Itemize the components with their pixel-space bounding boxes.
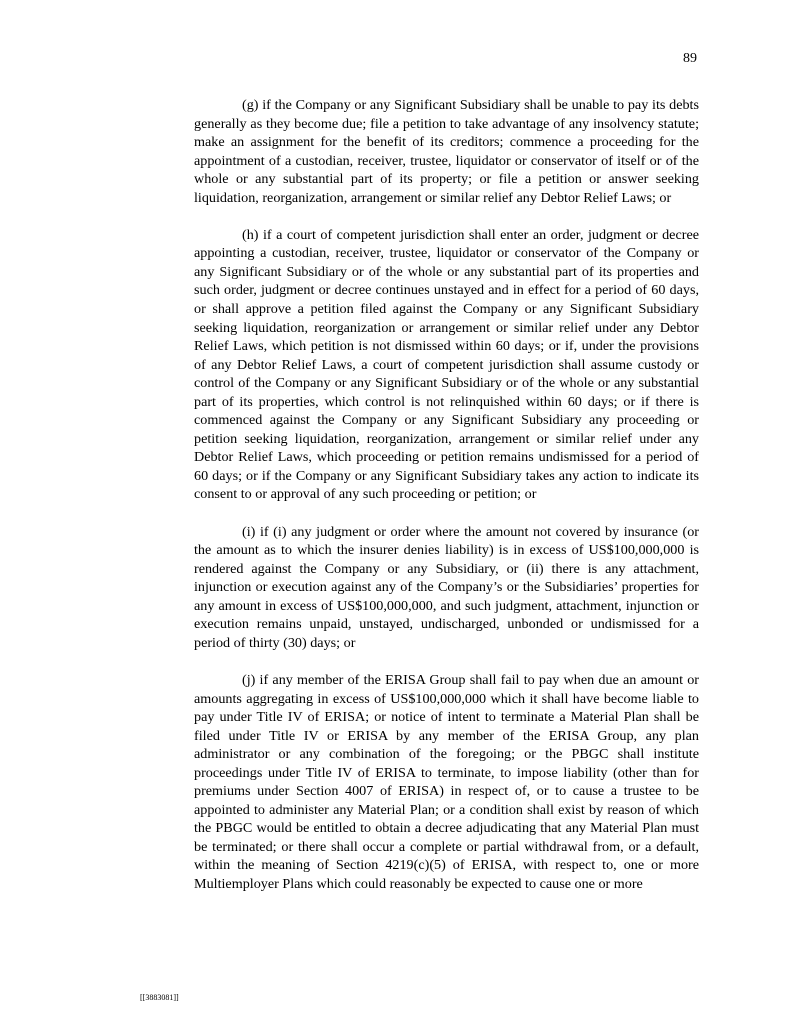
- clause-j: (j) if any member of the ERISA Group shall fail to pay when due an amount or amounts aggregating in excess of US$100,000,000 which it shall have become liable to pay under Title IV of ERISA; or notice of intent to terminate a Material Plan shall be filed under Title IV or ERISA by any member of the ERISA Group, any plan administrator or any combination of the foregoing; or the PBGC shall institute proceedings under Title IV of ERISA to terminate, to impose liability (other than for premiums under Section 4007 of ERISA) in respect of, or to cause a trustee to be appointed to administer any Material Plan; or a condition shall exist by reason of which the PBGC would be entitled to obtain a decree adjudicating that any Material Plan must be terminated; or there shall occur a complete or partial withdrawal from, or a default, within the meaning of Section 4219(c)(5) of ERISA, with respect to, one or more Multiemployer Plans which could reasonably be expected to cause one or more: [194, 671, 699, 892]
- document-body: [194, 96, 699, 912]
- clause-h: (h) if a court of competent jurisdiction shall enter an order, judgment or decree appointing a custodian, receiver, trustee, liquidator or conservator of the Company or any Significant Subsidiary or of the whole or any substantial part of its properties and such order, judgment or decree continues unstayed and in effect for a period of 60 days, or shall approve a petition filed against the Company or any Significant Subsidiary seeking liquidation, reorganization or arrangement or similar relief under any Debtor Relief Laws, which petition is not dismissed within 60 days; or if, under the provisions of any Debtor Relief Laws, a court of competent jurisdiction shall assume custody or control of the Company or any Significant Subsidiary or of the whole or any substantial part of its properties, which control is not relinquished within 60 days; or if there is commenced against the Company or any Significant Subsidiary any proceeding or petition seeking liquidation, reorganization, arrangement or similar relief under any Debtor Relief Laws, which proceeding or petition remains undismissed for a period of 60 days; or if the Company or any Significant Subsidiary takes any action to indicate its consent to or approval of any such proceeding or petition; or: [194, 226, 699, 503]
- clause-i: (i) if (i) any judgment or order where the amount not covered by insurance (or the amount as to which the insurer denies liability) is in excess of US$100,000,000 is rendered against the Company or any Subsidiary, or (ii) there is any attachment, injunction or execution against any of the Company’s or the Subsidiaries’ properties for any amount in excess of US$100,000,000, and such judgment, attachment, injunction or execution remains unpaid, unstayed, undischarged, unbonded or undismissed for a period of thirty (30) days; or: [194, 523, 699, 651]
- page-number: 89: [683, 51, 697, 66]
- document-footer-id: [[3883081]]: [140, 993, 179, 1002]
- clause-g: (g) if the Company or any Significant Subsidiary shall be unable to pay its debts generally as they become due; file a petition to take advantage of any insolvency statute; make an assignment for the benefit of its creditors; commence a proceeding for the appointment of a custodian, receiver, trustee, liquidator or conservator of itself or of the whole or any substantial part of its property; or file a petition or answer seeking liquidation, reorganization, arrangement or similar relief any Debtor Relief Laws; or: [194, 97, 699, 206]
